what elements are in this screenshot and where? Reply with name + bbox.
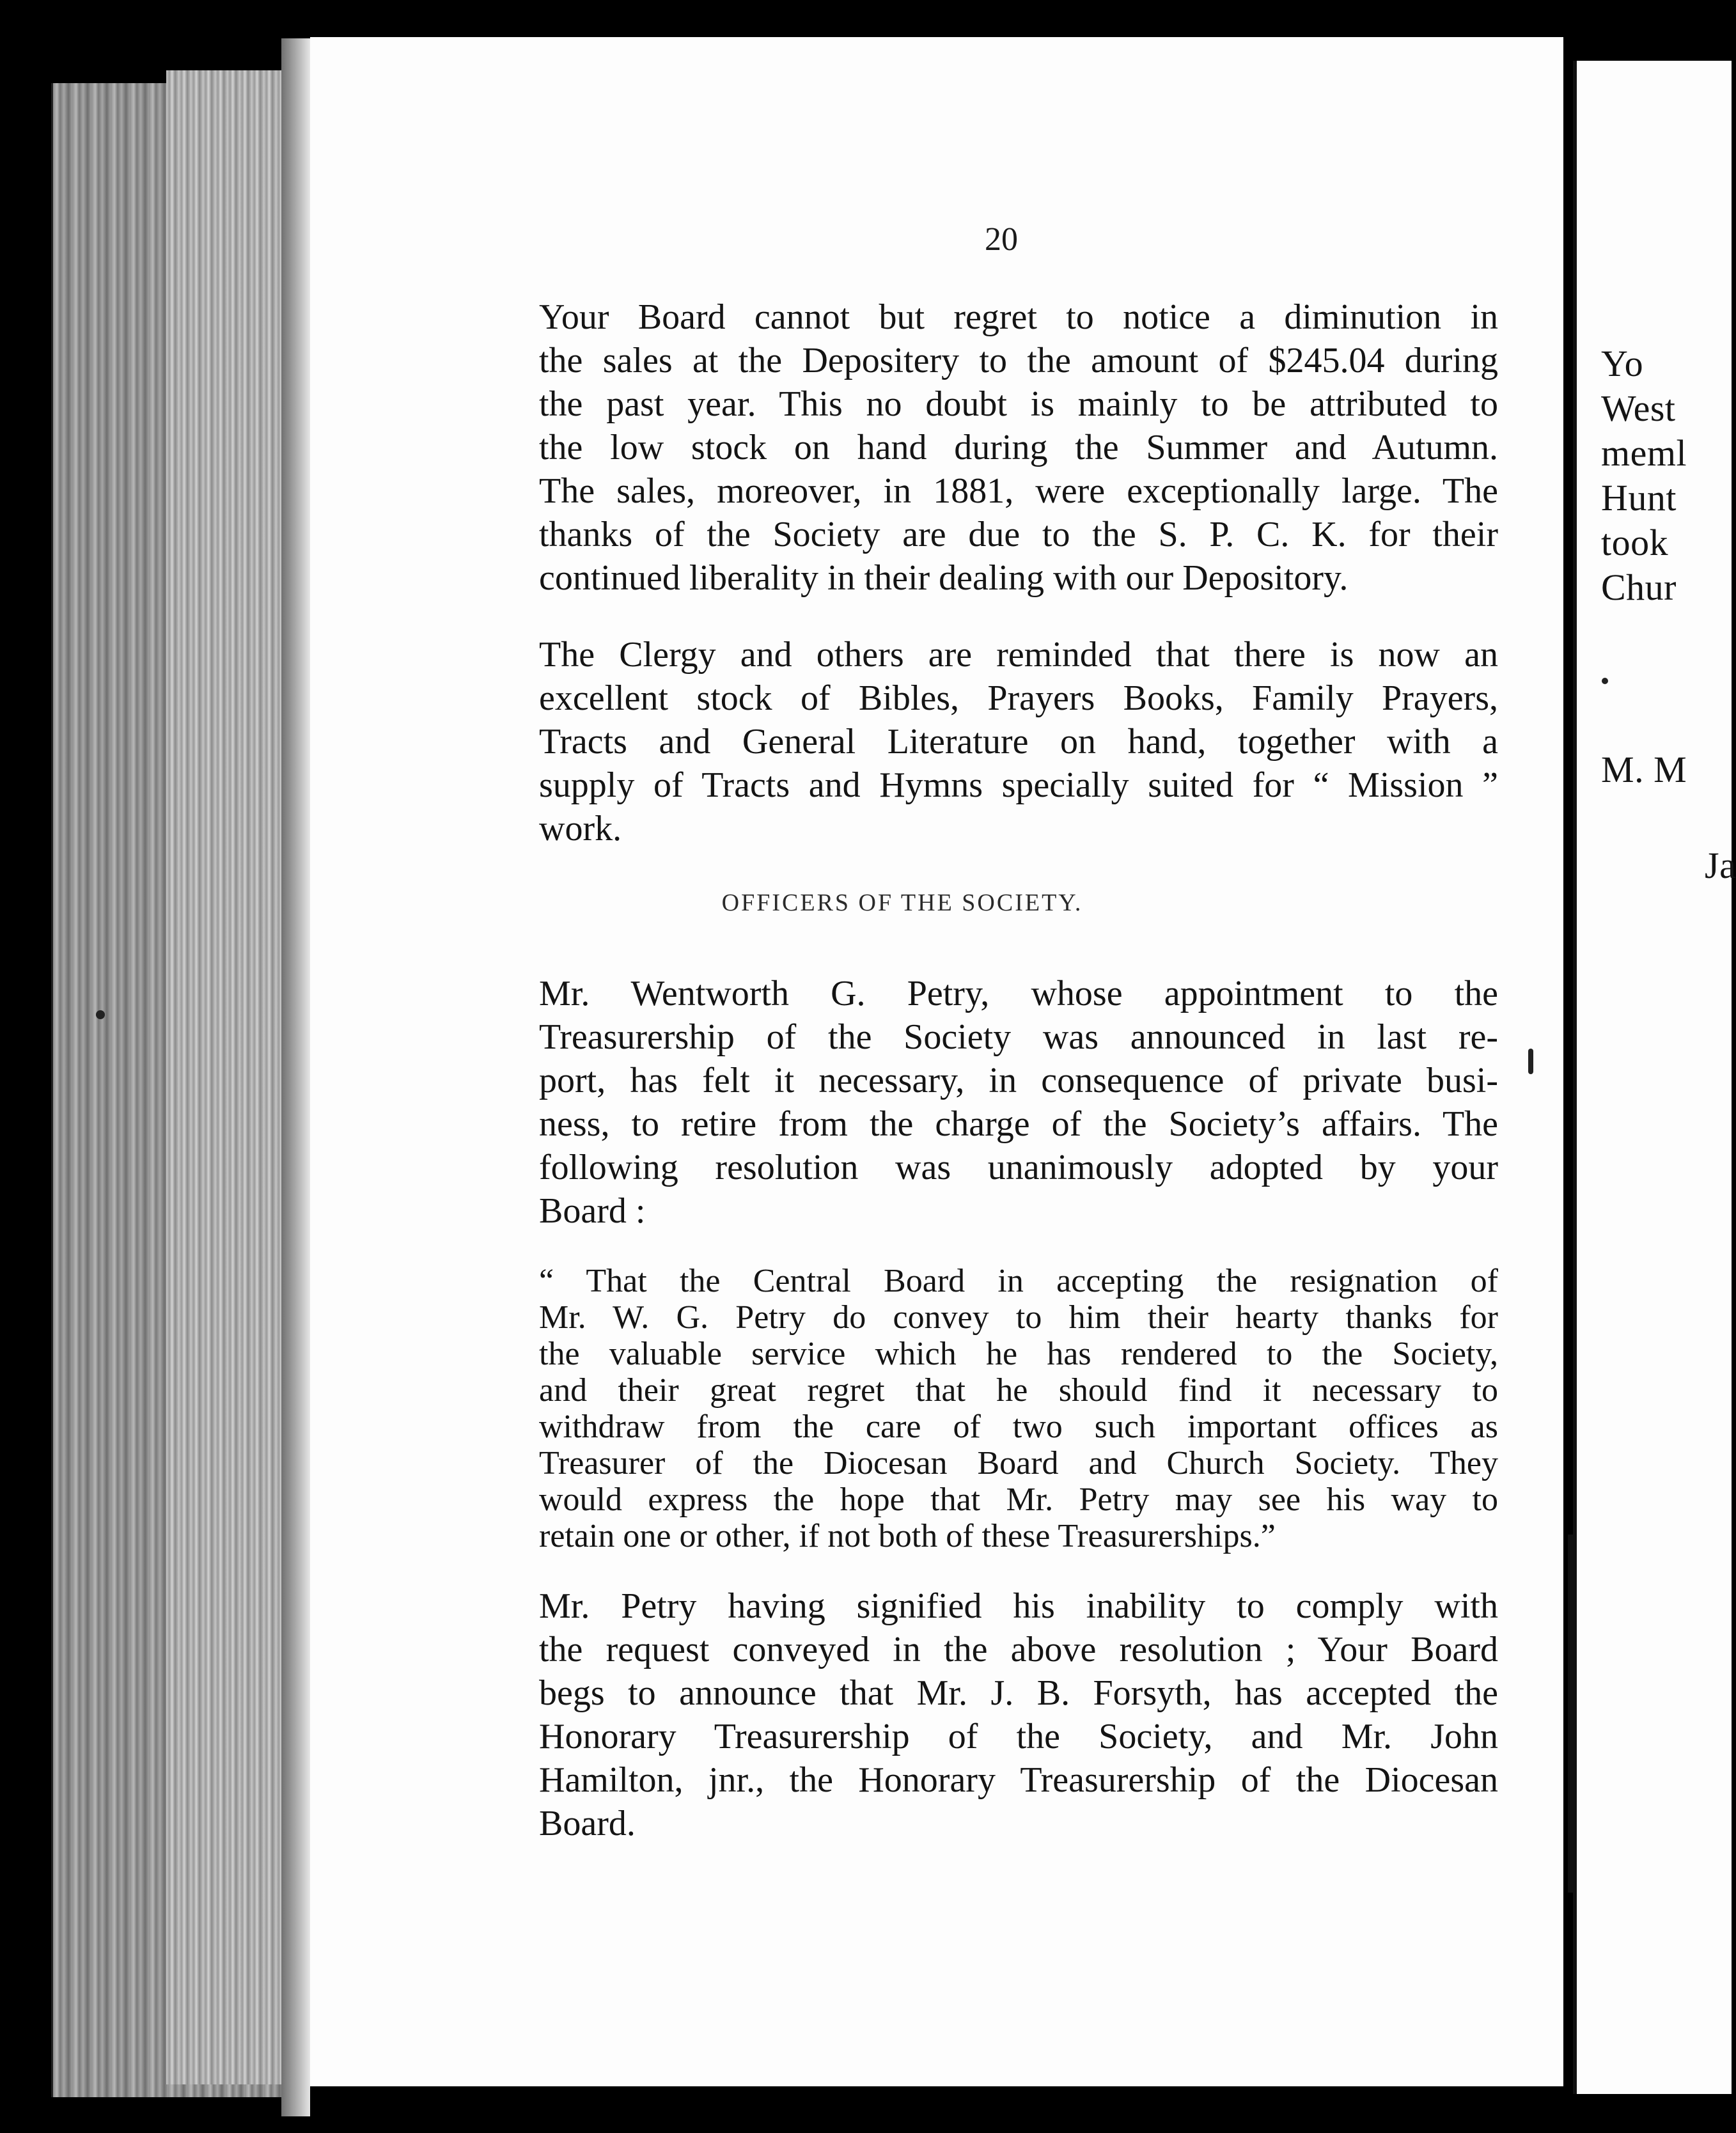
text-line: Tracts and General Literature on hand, together with a (539, 722, 1498, 762)
paragraph-depository (539, 295, 1498, 600)
section-heading-text: OFFICERS OF THE SOCIETY. (721, 889, 1083, 916)
text-line: the low stock on hand during the Summer and Autumn. (539, 428, 1498, 467)
text-line: supply of Tracts and Hymns specially suited for “ Mission ” (539, 765, 1498, 805)
quote-line: and their great regret that he should find it necessary to (539, 1372, 1498, 1409)
text-line: the request conveyed in the above resolution ; Your Board (539, 1630, 1498, 1669)
paragraph-forsyth (539, 1584, 1498, 1845)
text-line: the past year. This no doubt is mainly to be attributed to (539, 384, 1498, 424)
text-line: Honorary Treasurership of the Society, and Mr. John (539, 1717, 1498, 1756)
text-line: begs to announce that Mr. J. B. Forsyth, has accepted the (539, 1673, 1498, 1713)
quote-line: Mr. W. G. Petry do convey to him their hearty thanks for (539, 1299, 1498, 1336)
text-line: continued liberality in their dealing with our Depository. (539, 558, 1349, 598)
scan-speck (1602, 678, 1608, 684)
book-page-edges-inner (166, 70, 294, 2084)
binding-thread (1568, 1535, 1576, 1893)
scan-speck (96, 1010, 105, 1019)
quote-line: retain one or other, if not both of these Treasurerships.” (539, 1518, 1276, 1554)
text-line: Hamilton, jnr., the Honorary Treasurership of the Diocesan (539, 1760, 1498, 1800)
facing-page-text: M. M (1601, 749, 1687, 790)
facing-page-text: took (1601, 522, 1669, 563)
text-line: work. (539, 809, 622, 848)
facing-page-text: Ja (1705, 845, 1736, 886)
resolution-quote (539, 1263, 1498, 1554)
text-line: ness, to retire from the charge of the Society’s affairs. The (539, 1104, 1498, 1144)
text-line: The Clergy and others are reminded that there is now an (539, 635, 1498, 675)
facing-page-text: Hunt (1601, 477, 1677, 519)
text-line: thanks of the Society are due to the S. P. C. K. for their (539, 515, 1498, 554)
text-line: The sales, moreover, in 1881, were exceptionally large. The (539, 471, 1498, 511)
text-line: Mr. Wentworth G. Petry, whose appointment to the (539, 974, 1498, 1013)
section-heading (0, 889, 1728, 917)
text-line: Board. (539, 1804, 636, 1843)
paragraph-clergy (539, 633, 1498, 850)
facing-page-text: meml (1601, 432, 1687, 474)
text-line: Board : (539, 1191, 646, 1231)
facing-page-text: Chur (1601, 566, 1677, 608)
facing-page-text: Yo (1601, 343, 1644, 384)
quote-line: withdraw from the care of two such important offices as (539, 1409, 1498, 1445)
facing-page-fragment (1573, 61, 1736, 2094)
scan-speck (1528, 1049, 1533, 1074)
text-line: port, has felt it necessary, in consequence of private busi- (539, 1061, 1498, 1100)
text-line: Treasurership of the Society was announced in last re- (539, 1017, 1498, 1057)
quote-line: “ That the Central Board in accepting the resignation of (539, 1263, 1498, 1299)
text-line: Your Board cannot but regret to notice a diminution in (539, 297, 1498, 337)
quote-line: the valuable service which he has rendered to the Society, (539, 1336, 1498, 1372)
quote-line: Treasurer of the Diocesan Board and Church Society. They (539, 1445, 1498, 1481)
facing-page-text: West (1601, 387, 1676, 429)
text-line: the sales at the Depositery to the amount of $245.04 during (539, 341, 1498, 380)
text-line: excellent stock of Bibles, Prayers Books, Family Prayers, (539, 678, 1498, 718)
page-number: 20 (985, 221, 1018, 258)
text-line: Mr. Petry having signified his inability to comply with (539, 1586, 1498, 1626)
paragraph-petry (539, 972, 1498, 1233)
gutter-shadow (281, 38, 310, 2116)
text-line: following resolution was unanimously adopted by your (539, 1148, 1498, 1187)
quote-line: would express the hope that Mr. Petry may see his way to (539, 1481, 1498, 1518)
